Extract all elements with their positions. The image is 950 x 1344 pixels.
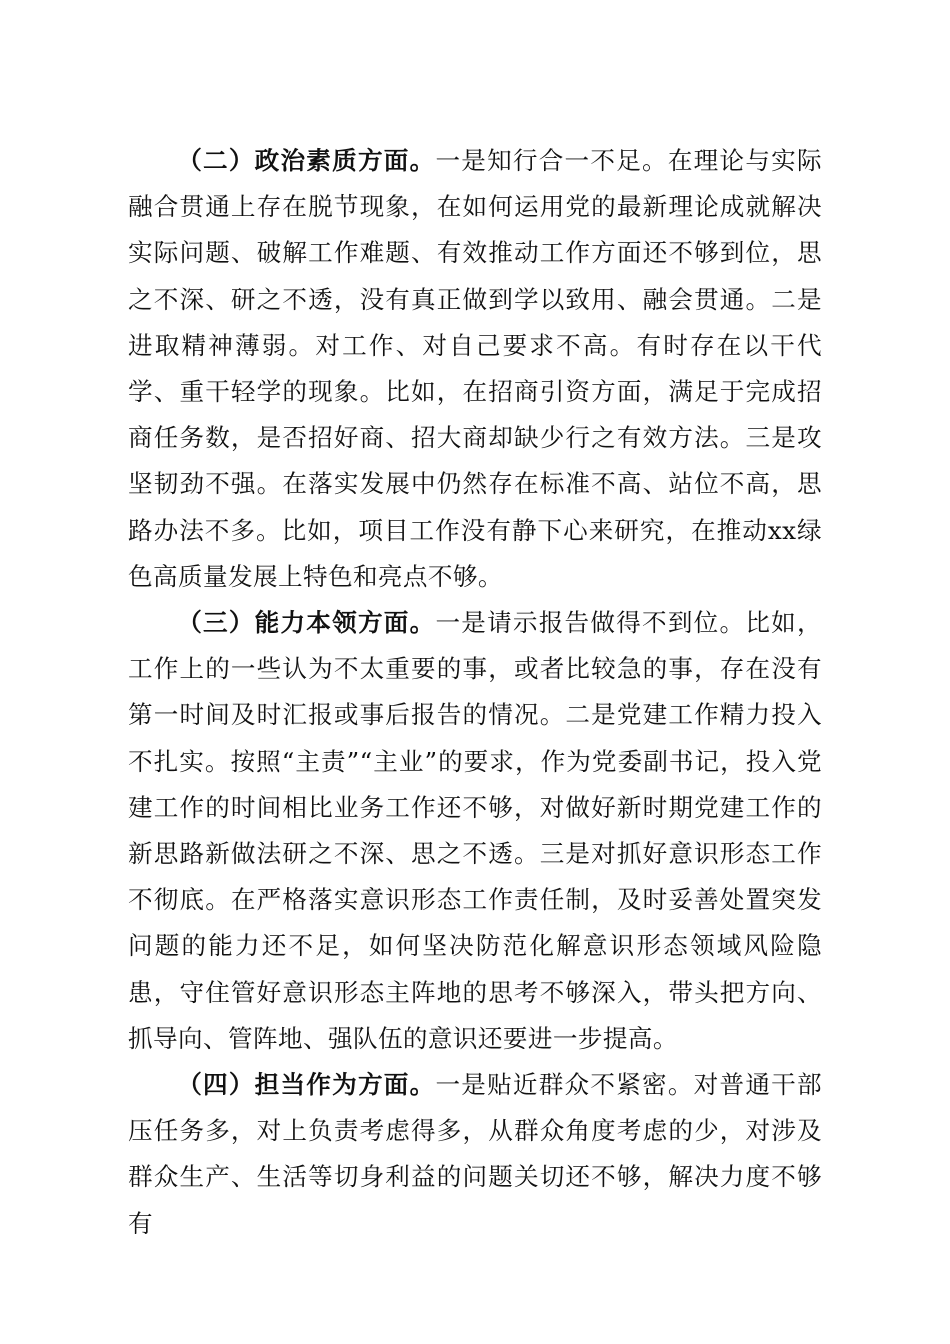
section-heading-political-quality: （二）政治素质方面。 bbox=[177, 146, 436, 175]
section-heading-responsibility: （四）担当作为方面。 bbox=[177, 1070, 436, 1100]
section-heading-ability: （三）能力本领方面。 bbox=[177, 608, 436, 638]
paragraph-ability bbox=[128, 600, 822, 1062]
document-body bbox=[128, 138, 822, 1247]
section-text-ability: 一是请示报告做得不到位。比如，工作上的一些认为不太重要的事，或者比较急的事，存在没有第一时间及时汇报或事后报告的情况。二是党建工作精力投入不扎实。按照“主责”“主业”的要求，作为党委副书记，投入党建工作的时间相比业务工作还不够，对做好新时期党建工作的新思路新做法研之不深、思之不透。三是对抓好意识形态工作不彻底。在严格落实意识形态工作责任制，及时妥善处置突发问题的能力还不足，如何坚决防范化解意识形态领域风险隐患，守住管好意识形态主阵地的思考不够深入，带头把方向、抓导向、管阵地、强队伍的意识还要进一步提高。 bbox=[128, 608, 822, 1053]
section-text-political-quality: 一是知行合一不足。在理论与实际融合贯通上存在脱节现象，在如何运用党的最新理论成就解决实际问题、破解工作难题、有效推动工作方面还不够到位，思之不深、研之不透，没有真正做到学以致用、融会贯通。二是进取精神薄弱。对工作、对自己要求不高。有时存在以干代学、重干轻学的现象。比如，在招商引资方面，满足于完成招商任务数，是否招好商、招大商却缺少行之有效方法。三是攻坚韧劲不强。在落实发展中仍然存在标准不高、站位不高，思路办法不多。比如，项目工作没有静下心来研究，在推动xx绿色高质量发展上特色和亮点不够。 bbox=[128, 146, 822, 591]
section-text-responsibility: 一是贴近群众不紧密。对普通干部压任务多，对上负责考虑得多，从群众角度考虑的少，对涉及群众生产、生活等切身利益的问题关切还不够，解决力度不够有 bbox=[128, 1070, 822, 1238]
paragraph-responsibility bbox=[128, 1062, 822, 1247]
paragraph-political-quality bbox=[128, 138, 822, 600]
